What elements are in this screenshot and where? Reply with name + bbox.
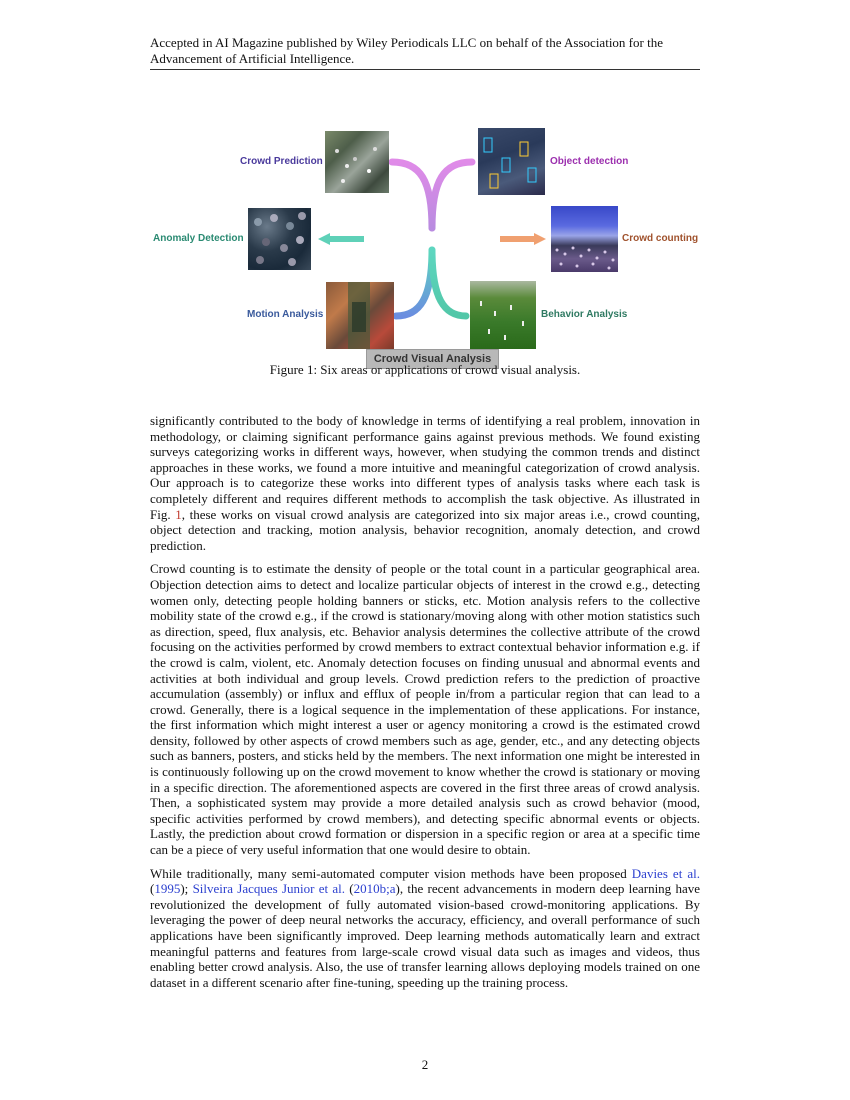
label-behavior-analysis: Behavior Analysis [541, 309, 628, 320]
connector-object-detection [432, 162, 472, 228]
paragraph-3: While traditionally, many semi-automated computer vision methods have been proposed Davies et al. (1995); Silveira Jacques Junior et al. (2010b;a), the recent advancements in modern deep learning have revolutionized the development of fully automated vision-based crowd-monitoring applications. By leveraging the power of deep neural networks the accuracy, efficiency, and overall performance of such applications have been significantly improved. Deep learning methods automatically learn and extract meaningful patterns and features from large-scale crowd visual data such as images and videos, thus enabling better crowd analysis. Also, the use of transfer learning allows deploying models trained on one dataset in a different scenario after fine-tuning, speeding up the training process. [150, 865, 700, 990]
label-motion-analysis: Motion Analysis [247, 309, 324, 320]
figure-connectors [0, 120, 850, 360]
label-crowd-prediction: Crowd Prediction [240, 156, 323, 167]
paragraph-2: Crowd counting is to estimate the density of people or the total count in a particular geographical area. Objection detection aims to detect and localize particular objects of interest in the crowd e.g., detecting women only, detecting people holding banners or sticks, etc. Motion analysis refers to the collective mobility state of the crowd e.g., if the crowd is stationary/moving along with other motion statistics such as direction, speed, flux analysis, etc. Behavior analysis determines the collective attribute of the crowd focusing on the activities performed by crowd members to extract contextual behavior information e.g. if the crowd is calm, violent, etc. Anomaly detection focuses on finding unusual and abnormal events and activities at both individual and group levels. Crowd prediction refers to the prediction of proactive accumulation (assembly) or influx and efflux of people in/from a particular region that can lead to a crowd. Generally, there is a logical sequence in the implementation of these applications. For instance, the first information which might interest a user or agency monitoring a crowd is the estimated crowd density, followed by other aspects of crowd members such as age, gender, etc., and any detecting objects such as banners, posters, and sticks held by the members. The next information one might be interested in is continuously following up on the crowd movement to know whether the crowd is stationary or moving in a specific direction. The aforementioned aspects are covered in the first three areas of crowd analysis. Then, a sophisticated system may provide a more detailed analysis such as crowd behavior (mood, specific activities performed by crowd members), and detecting specific abnormal events or objects. Lastly, the prediction about crowd formation or dispersion in a specific region or area at a specific time can be a piece of very useful information that one would desire to obtain. [150, 561, 700, 858]
header-rule [150, 69, 700, 70]
anomaly-detection-image [248, 208, 311, 270]
figure-caption: Figure 1: Six areas or applications of crowd visual analysis. [269, 362, 581, 377]
running-header [150, 35, 700, 67]
motion-analysis-image [326, 282, 394, 349]
body-text [150, 413, 700, 998]
connector-behavior-analysis [432, 250, 466, 316]
label-crowd-counting: Crowd counting [622, 233, 699, 244]
header-line-2: Advancement of Artificial Intelligence. [150, 51, 355, 66]
citation-davies[interactable]: Davies et al. [631, 865, 700, 881]
citation-silveira[interactable]: Silveira Jacques Junior et al. [192, 881, 346, 897]
arrowhead-crowd-counting [534, 233, 546, 245]
behavior-analysis-image [470, 281, 536, 349]
citation-davies-year[interactable]: 1995 [154, 881, 181, 897]
label-object-detection: Object detection [550, 156, 629, 167]
figure-center-label: Crowd Visual Analysis [366, 349, 499, 369]
connector-crowd-prediction [392, 162, 432, 228]
paragraph-1: significantly contributed to the body of knowledge in terms of identifying a real problem, innovation in methodology, or claiming significant performance gains against previous methods. We found existing surveys categorizing works in different ways, however, when studying the common trends and distinct approaches in these works, we found a more intuitive and meaningful categorization of crowd analysis. Our approach is to categorize these works into different types of analysis tasks where each task is completely different and requires different methods to accomplish the task objective. As illustrated in Fig. 1, these works on visual crowd analysis are categorized into six major areas i.e., crowd counting, object detection and tracking, motion analysis, behavior recognition, anomaly detection, and crowd prediction. [150, 413, 700, 553]
label-anomaly-detection: Anomaly Detection [153, 233, 244, 244]
page-number: 2 [421, 1057, 429, 1072]
object-detection-image [478, 128, 545, 195]
header-line-1: Accepted in AI Magazine published by Wiley Periodicals LLC on behalf of the Association for the [150, 35, 663, 50]
connector-motion-analysis [396, 250, 432, 316]
citation-silveira-year[interactable]: 2010b;a [353, 881, 396, 897]
crowd-counting-image [551, 206, 618, 272]
figure-ref-link[interactable]: 1 [175, 506, 182, 522]
figure-1 [0, 120, 850, 365]
crowd-prediction-image [325, 131, 389, 193]
arrowhead-anomaly-detection [318, 233, 330, 245]
paper-page [150, 0, 700, 1100]
